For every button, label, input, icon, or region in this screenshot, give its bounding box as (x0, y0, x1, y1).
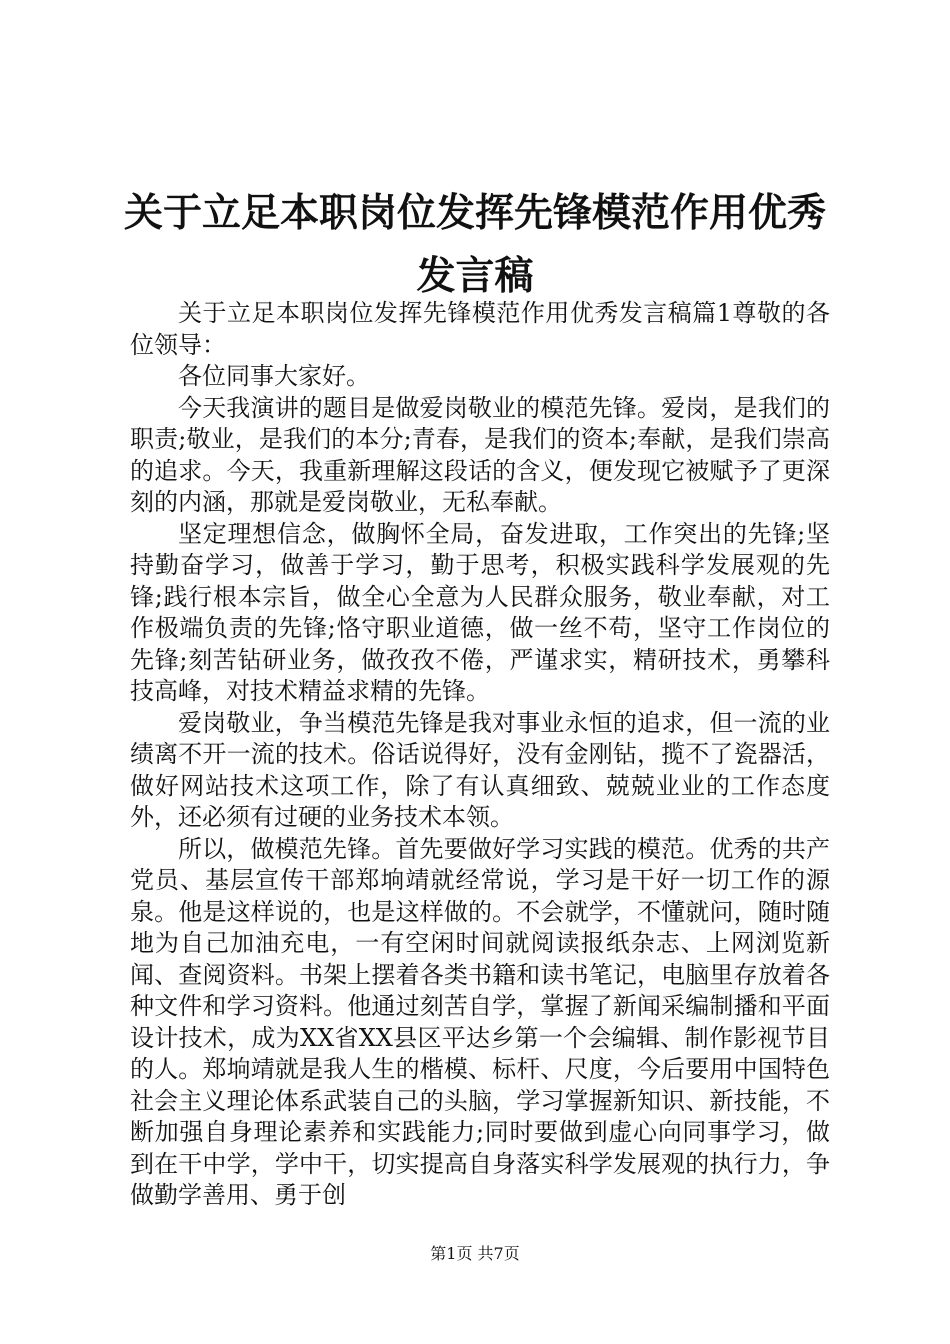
page-footer: 第1页 共7页 (430, 1244, 520, 1263)
paragraph-3: 今天我演讲的题目是做爱岗敬业的模范先锋。爱岗，是我们的职责;敬业，是我们的本分;青春，是我们的资本;奉献，是我们崇高的追求。今天，我重新理解这段话的含义，便发现它被赋予了更深刻的内涵，那就是爱岗敬业，无私奉献。 (130, 393, 830, 516)
document-body (130, 298, 830, 1212)
paragraph-6: 所以，做模范先锋。首先要做好学习实践的模范。优秀的共产党员、基层宣传干部郑垧靖就经常说，学习是干好一切工作的源泉。他是这样说的，也是这样做的。不会就学，不懂就问，随时随地为自己加油充电，一有空闲时间就阅读报纸杂志、上网浏览新闻、查阅资料。书架上摆着各类书籍和读书笔记，电脑里存放着各种文件和学习资料。他通过刻苦自学，掌握了新闻采编制播和平面设计技术，成为XX省XX县区平达乡第一个会编辑、制作影视节目的人。郑垧靖就是我人生的楷模、标杆、尺度，今后要用中国特色社会主义理论体系武装自己的头脑，学习掌握新知识、新技能，不断加强自身理论素养和实践能力;同时要做到虚心向同事学习，做到在干中学，学中干，切实提高自身落实科学发展观的执行力，争做勤学善用、勇于创 (130, 834, 830, 1209)
document-title: 关于立足本职岗位发挥先锋模范作用优秀发言稿 (123, 191, 826, 299)
paragraph-5: 爱岗敬业，争当模范先锋是我对事业永恒的追求，但一流的业绩离不开一流的技术。俗话说得好，没有金刚钻，揽不了瓷器活，做好网站技术这项工作，除了有认真细致、兢兢业业的工作态度外，还必须有过硬的业务技术本领。 (130, 708, 830, 831)
paragraph-1: 关于立足本职岗位发挥先锋模范作用优秀发言稿篇1尊敬的各位领导： (130, 299, 830, 359)
paragraph-4: 坚定理想信念，做胸怀全局，奋发进取，工作突出的先锋;坚持勤奋学习，做善于学习，勤于思考，积极实践科学发展观的先锋;践行根本宗旨，做全心全意为人民群众服务，敬业奉献，对工作极端负责的先锋;恪守职业道德，做一丝不苟，坚守工作岗位的先锋;刻苦钻研业务，做孜孜不倦，严谨求实，精研技术，勇攀科技高峰，对技术精益求精的先锋。 (130, 519, 830, 705)
paragraph-2: 各位同事大家好。 (178, 362, 370, 390)
